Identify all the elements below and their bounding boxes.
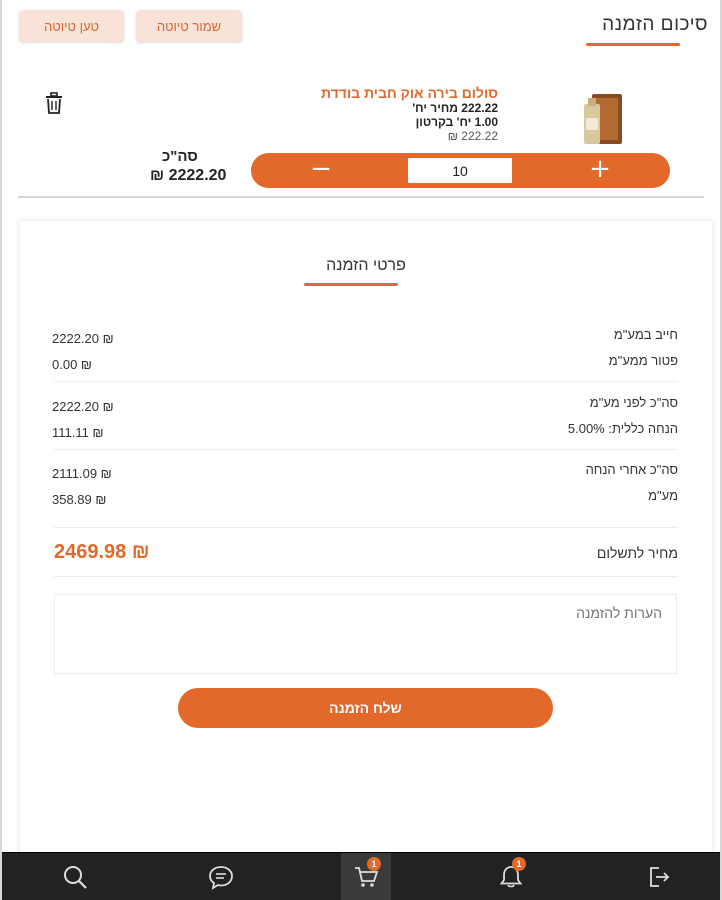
order-details-card [20, 221, 712, 855]
amount-due-value: 2469.98 ₪ [54, 541, 150, 563]
vat-exempt-label: פטור ממע"מ [608, 353, 678, 368]
logout-icon [646, 864, 672, 890]
cart-item [2, 70, 720, 198]
item-price: 222.22 ₪ [447, 129, 498, 143]
unit-price: 222.22 מחיר יח' [412, 101, 498, 115]
total-after-discount-value: 2111.09 ₪ [52, 466, 112, 481]
vat-liable-value: 2222.20 ₪ [52, 331, 114, 346]
load-draft-button[interactable]: טען טיוטה [19, 10, 124, 42]
send-order-button[interactable]: שלח הזמנה [178, 688, 553, 728]
page-title: סיכום הזמנה [602, 14, 708, 35]
details-title: פרטי הזמנה [326, 257, 406, 274]
header [2, 0, 720, 60]
decrease-quantity-button[interactable]: − [310, 154, 332, 184]
vat-value: 358.89 ₪ [52, 492, 107, 507]
line-total-label: סה"כ [162, 148, 198, 165]
quantity-input[interactable] [408, 158, 512, 183]
nav-search[interactable] [50, 853, 100, 900]
product-name[interactable]: סולום בירה אוק חבית בודדת [321, 85, 498, 101]
increase-quantity-button[interactable]: + [589, 154, 611, 184]
order-notes-field[interactable] [54, 594, 677, 674]
vat-exempt-value: 0.00 ₪ [52, 357, 92, 372]
trash-icon[interactable] [44, 92, 64, 114]
cart-count-badge: 1 [367, 857, 381, 871]
quantity-stepper [251, 153, 670, 188]
general-discount-label: הנחה כללית: 5.00% [567, 421, 678, 436]
total-before-vat-value: 2222.20 ₪ [52, 399, 114, 414]
nav-logout[interactable] [634, 853, 684, 900]
divider [18, 196, 704, 198]
details-separator [54, 527, 678, 528]
amount-due-label: מחיר לתשלום [596, 545, 678, 561]
nav-chat[interactable] [196, 853, 246, 900]
title-underline [586, 43, 680, 46]
notifications-count-badge: 1 [512, 857, 526, 871]
details-separator [54, 576, 678, 577]
save-draft-button[interactable]: שמור טיוטה [136, 10, 242, 42]
details-title-underline [304, 283, 398, 286]
vat-label: מע"מ [648, 488, 678, 503]
details-separator [54, 381, 678, 382]
bottom-nav [2, 852, 720, 900]
chat-icon [208, 864, 234, 890]
search-icon [62, 864, 88, 890]
product-image [582, 92, 624, 148]
details-separator [54, 449, 678, 450]
general-discount-value: 111.11 ₪ [52, 425, 104, 440]
total-before-vat-label: סה"כ לפני מע"מ [589, 395, 678, 410]
vat-liable-label: חייב במע"מ [613, 327, 678, 342]
nav-cart[interactable] [341, 853, 391, 900]
units-per-carton: 1.00 יח' בקרטון [415, 115, 498, 129]
line-total-value: 2222.20 ₪ [150, 167, 227, 184]
nav-notifications[interactable] [486, 853, 536, 900]
total-after-discount-label: סה"כ אחרי הנחה [585, 462, 678, 477]
